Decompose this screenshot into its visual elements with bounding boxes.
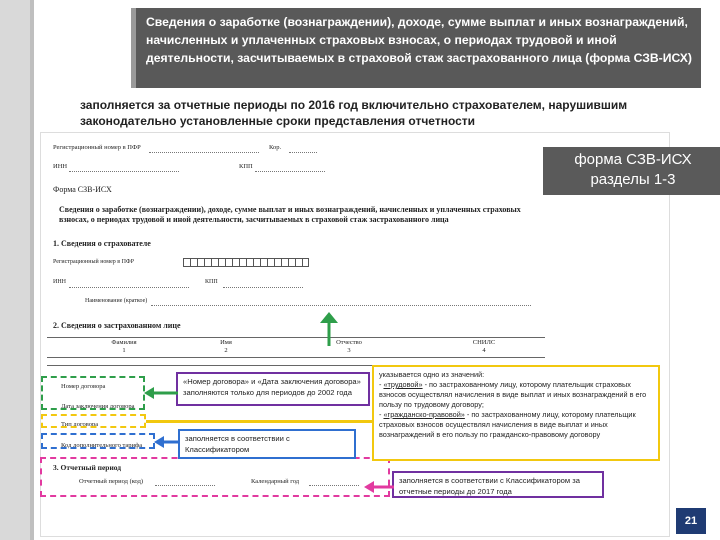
- contract-callout-text: «Номер договора» и «Дата заключения договора» заполняются только для периодов до 2002 года: [183, 377, 361, 397]
- arrow-left-icon: [144, 386, 178, 400]
- col-patronymic: Отчество: [336, 339, 362, 346]
- type-highlight-box: [41, 414, 146, 428]
- slide-subtitle: заполняется за отчетные периоды по 2016 год включительно страхователем, нарушившим законодательно установленные сроки представления отчетности: [80, 98, 628, 128]
- type-callout-labor: - «трудовой» - по застрахованному лицу, которому плательщик страховых взносов осуществлял начисления в виде выплат и иных вознаграждений в его пользу по трудовому договору;: [379, 380, 647, 409]
- tariff-highlight-box: [41, 433, 155, 449]
- form-title: Сведения о заработке (вознаграждении), доходе, сумме выплат и иных вознаграждений, начисленных и уплаченных страховых взносах, о периодах трудовой и иной деятельности, засчитываемых в страховой стаж застрахованного лица: [59, 205, 521, 224]
- period-callout: [392, 471, 604, 498]
- contract-type-callout: [372, 365, 660, 461]
- col-patronymic-num: 3: [347, 347, 351, 354]
- type-callout-title: указывается одно из значений:: [379, 370, 485, 379]
- page-number: 21: [676, 508, 706, 534]
- name-label: Наименование (краткое): [85, 298, 148, 304]
- col-surname: Фамилия: [111, 339, 137, 346]
- section-3-heading: 3. Отчетный период: [53, 463, 122, 472]
- form-name: Форма СЗВ-ИСХ: [53, 185, 112, 194]
- contract-number-label: Номер договора: [61, 383, 106, 390]
- left-decor-stripe: [30, 0, 34, 540]
- col-surname-num: 1: [122, 347, 126, 354]
- type-civil-term: «гражданско-правовой»: [383, 410, 465, 419]
- classifier-callout-text: заполняется в соответствии с Классификатором: [185, 434, 290, 454]
- period-code-label: Отчетный период (код): [79, 478, 144, 485]
- reg-number-cells: [183, 258, 309, 267]
- type-labor-term: «трудовой»: [383, 380, 423, 389]
- slide-title: Сведения о заработке (вознаграждении), доходе, сумме выплат и иных вознаграждений, начисленных и уплаченных страховых взносах, о периодах трудовой и иной деятельности, засчитываемых в страховой стаж застрахованного лица (форма СЗВ-ИСХ): [146, 15, 692, 65]
- badge-line-1: форма СЗВ-ИСХ: [574, 151, 692, 168]
- type-labor-text: - по застрахованному лицу, которому плательщик страховых взносов осуществлял начисления в виде выплат и иных вознаграждений в его пользу по трудовому договору;: [379, 380, 647, 409]
- section-1-heading: 1. Сведения о страхователе: [53, 239, 151, 248]
- col-snils-num: 4: [482, 347, 486, 354]
- period-highlight-box: [40, 457, 390, 497]
- kpp-label: КПП: [239, 163, 253, 170]
- section-2-heading: 2. Сведения о застрахованном лице: [53, 321, 181, 330]
- arrow-up-icon: [318, 312, 340, 346]
- classifier-callout: [178, 429, 356, 459]
- type-callout-civil: - «гражданско-правовой» - по застрахованному лицу, которому плательщик страховых взносов осуществлял начисления в виде выплат и иных вознаграждений в его пользу по гражданско-правовому договору: [379, 410, 636, 439]
- corr-label: Кор.: [269, 144, 282, 151]
- slide-header: [131, 8, 701, 88]
- inn-label: ИНН: [53, 163, 68, 170]
- period-callout-text: заполняется в соответствии с Классификатором за отчетные периоды до 2017 года: [399, 476, 580, 496]
- arrow-left-pink-icon: [364, 480, 394, 494]
- reg-number-label: Регистрационный номер в ПФР: [53, 144, 141, 151]
- inn-label-2: ИНН: [53, 279, 66, 285]
- col-name: Имя: [220, 339, 232, 346]
- left-decor-band: [0, 0, 34, 540]
- contract-date-label: Дата заключения договора: [61, 403, 135, 410]
- col-name-num: 2: [224, 347, 228, 354]
- contract-type-label: Тип договора: [61, 421, 99, 428]
- calendar-year-label: Календарный год: [251, 478, 300, 485]
- reg-number-label-2: Регистрационный номер в ПФР: [53, 259, 134, 265]
- badge-line-2: разделы 1-3: [590, 171, 676, 188]
- type-connector-line: [146, 420, 372, 423]
- arrow-left-blue-icon: [154, 435, 180, 449]
- type-civil-text: - по застрахованному лицу, которому плательщик страховых взносов осуществлял начисления в виде выплат и иных вознаграждений в его пользу по гражданско-правовому договору: [379, 410, 636, 439]
- extra-tariff-label: Код дополнительного тарифа: [61, 442, 143, 449]
- contract-callout: [176, 372, 370, 406]
- contract-highlight-box: [41, 376, 145, 410]
- kpp-label-2: КПП: [205, 279, 218, 285]
- col-snils: СНИЛС: [472, 339, 496, 346]
- form-badge: [543, 147, 720, 195]
